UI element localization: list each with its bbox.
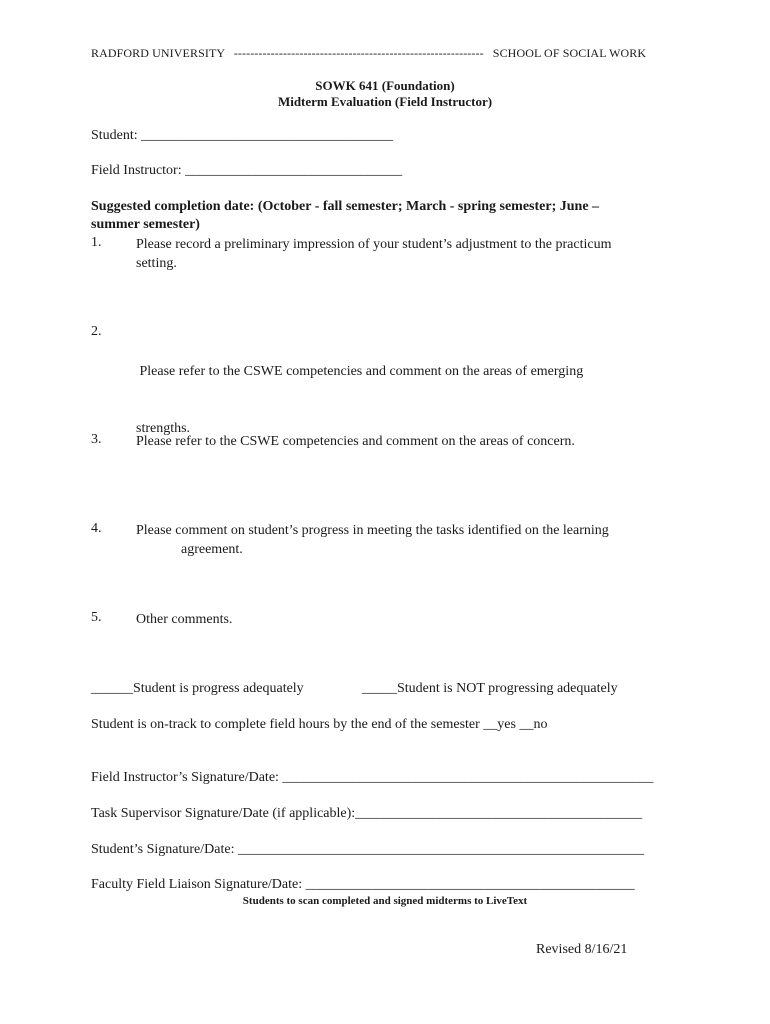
faculty-liaison-signature[interactable]: Faculty Field Liaison Signature/Date: _______________________________________________ <box>91 877 635 892</box>
page-header <box>91 46 646 61</box>
item-1-line2: setting. <box>136 256 177 271</box>
progress-adequate-option[interactable]: ______Student is progress adequately <box>91 681 304 696</box>
item-1-number: 1. <box>91 235 102 250</box>
progress-not-adequate-option[interactable]: _____Student is NOT progressing adequately <box>362 681 618 696</box>
field-instructor-field[interactable]: Field Instructor: _______________________________ <box>91 163 403 178</box>
suggested-date-line1: Suggested completion date: (October - fall semester; March - spring semester; June – <box>91 199 600 214</box>
item-5-number: 5. <box>91 610 102 625</box>
item-2-line1: Please refer to the CSWE competencies and comment on the areas of emerging <box>136 364 584 379</box>
item-3-text <box>136 432 575 451</box>
field-instructor-signature[interactable]: Field Instructor’s Signature/Date: _____________________________________________________ <box>91 770 654 785</box>
item-5-text <box>136 610 232 629</box>
item-1-text <box>136 235 612 273</box>
item-1-line1: Please record a preliminary impression of your student’s adjustment to the practicum <box>136 237 612 252</box>
item-3-line1: Please refer to the CSWE competencies and comment on the areas of concern. <box>136 434 575 449</box>
student-field[interactable]: Student: ____________________________________ <box>91 128 394 143</box>
item-4-number: 4. <box>91 521 102 536</box>
header-dashes: ------------------------------------------------------------- <box>233 46 484 60</box>
submission-note: Students to scan completed and signed midterms to LiveText <box>242 895 528 907</box>
suggested-date-line2: summer semester) <box>91 217 200 232</box>
header-school: SCHOOL OF SOCIAL WORK <box>492 46 647 60</box>
on-track-question[interactable]: Student is on-track to complete field hours by the end of the semester __yes __no <box>91 717 548 732</box>
course-title: SOWK 641 (Foundation) <box>315 78 455 93</box>
task-supervisor-signature[interactable]: Task Supervisor Signature/Date (if applicable):_________________________________________ <box>91 806 643 821</box>
revision-date: Revised 8/16/21 <box>536 942 628 957</box>
form-title: Midterm Evaluation (Field Instructor) <box>277 94 493 109</box>
student-signature[interactable]: Student’s Signature/Date: __________________________________________________________ <box>91 842 644 857</box>
item-4-text <box>136 521 609 559</box>
item-4-line1: Please comment on student’s progress in meeting the tasks identified on the learning <box>136 523 609 538</box>
header-university: RADFORD UNIVERSITY <box>91 46 225 60</box>
item-2-line2: strengths. <box>136 421 191 436</box>
item-2-number: 2. <box>91 324 102 339</box>
item-4-line2: agreement. <box>181 542 243 557</box>
item-5-line1: Other comments. <box>136 612 233 627</box>
item-3-number: 3. <box>91 432 102 447</box>
